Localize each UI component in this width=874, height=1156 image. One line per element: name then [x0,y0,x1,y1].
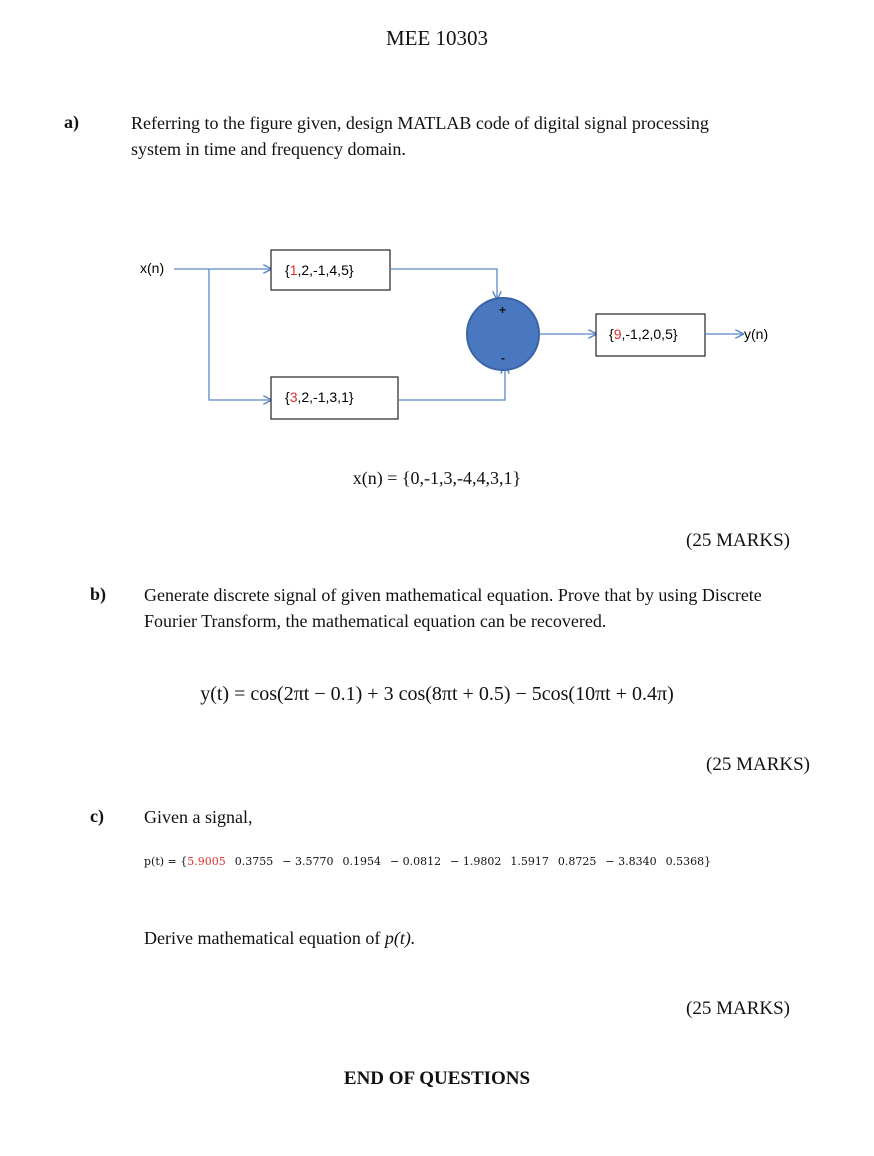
derive-symbol: p(t). [384,928,416,948]
course-code: MEE 10303 [385,26,489,50]
signal-value: 0.5368} [665,855,712,868]
output-label: y(n) [744,326,769,342]
signal-prefix: p(t) = { [144,855,188,868]
signal-value: 0.1954 [342,855,381,868]
question-c-derive [144,925,415,951]
question-c-intro: Given a signal, [144,807,253,827]
bottom-filter-label: {3,2,-1,3,1} [285,389,354,405]
question-b-marks: (25 MARKS) [706,754,810,775]
input-label: x(n) [140,260,165,276]
signal-value: − 1.9802 [450,855,502,868]
question-b-line1: Generate discrete signal of given mathematical equation. Prove that by using Discrete [144,585,762,605]
derive-text: Derive mathematical equation of [144,928,381,948]
signal-value: 0.3755 [234,855,274,868]
branch-line [209,269,271,400]
plus-sign: + [499,303,507,317]
question-a-line2: system in time and frequency domain. [131,139,406,159]
question-a-label: a) [64,112,79,132]
signal-first-value: 5.9005 [187,855,226,868]
question-b-text [144,582,762,634]
input-sequence-equation: x(n) = {0,-1,3,-4,4,3,1} [352,468,522,488]
signal-value: − 3.5770 [282,855,334,868]
question-a-marks: (25 MARKS) [686,530,790,551]
signal-value: − 3.8340 [605,855,657,868]
block-diagram [130,240,790,430]
signal-values-line [144,855,711,868]
question-c-label: c) [90,806,104,826]
signal-equation: y(t) = cos(2πt − 0.1) + 3 cos(8πt + 0.5) − 5cos(10πt + 0.4π) [200,683,674,705]
output-filter-label: {9,-1,2,0,5} [609,326,678,342]
signal-value: 0.8725 [557,855,597,868]
question-a-line1: Referring to the figure given, design MATLAB code of digital signal processing [131,113,709,133]
end-of-questions: END OF QUESTIONS [343,1068,531,1089]
question-c-marks: (25 MARKS) [686,998,790,1019]
signal-value: − 0.0812 [389,855,442,868]
top-filter-label: {1,2,-1,4,5} [285,262,354,278]
question-b-line2: Fourier Transform, the mathematical equation can be recovered. [144,611,607,631]
top-to-summer-line [390,269,497,299]
bottom-to-summer-line [398,366,505,400]
minus-sign: - [501,351,505,365]
signal-value: 1.5917 [510,855,549,868]
question-a-text [131,110,709,162]
question-b-label: b) [90,584,107,604]
